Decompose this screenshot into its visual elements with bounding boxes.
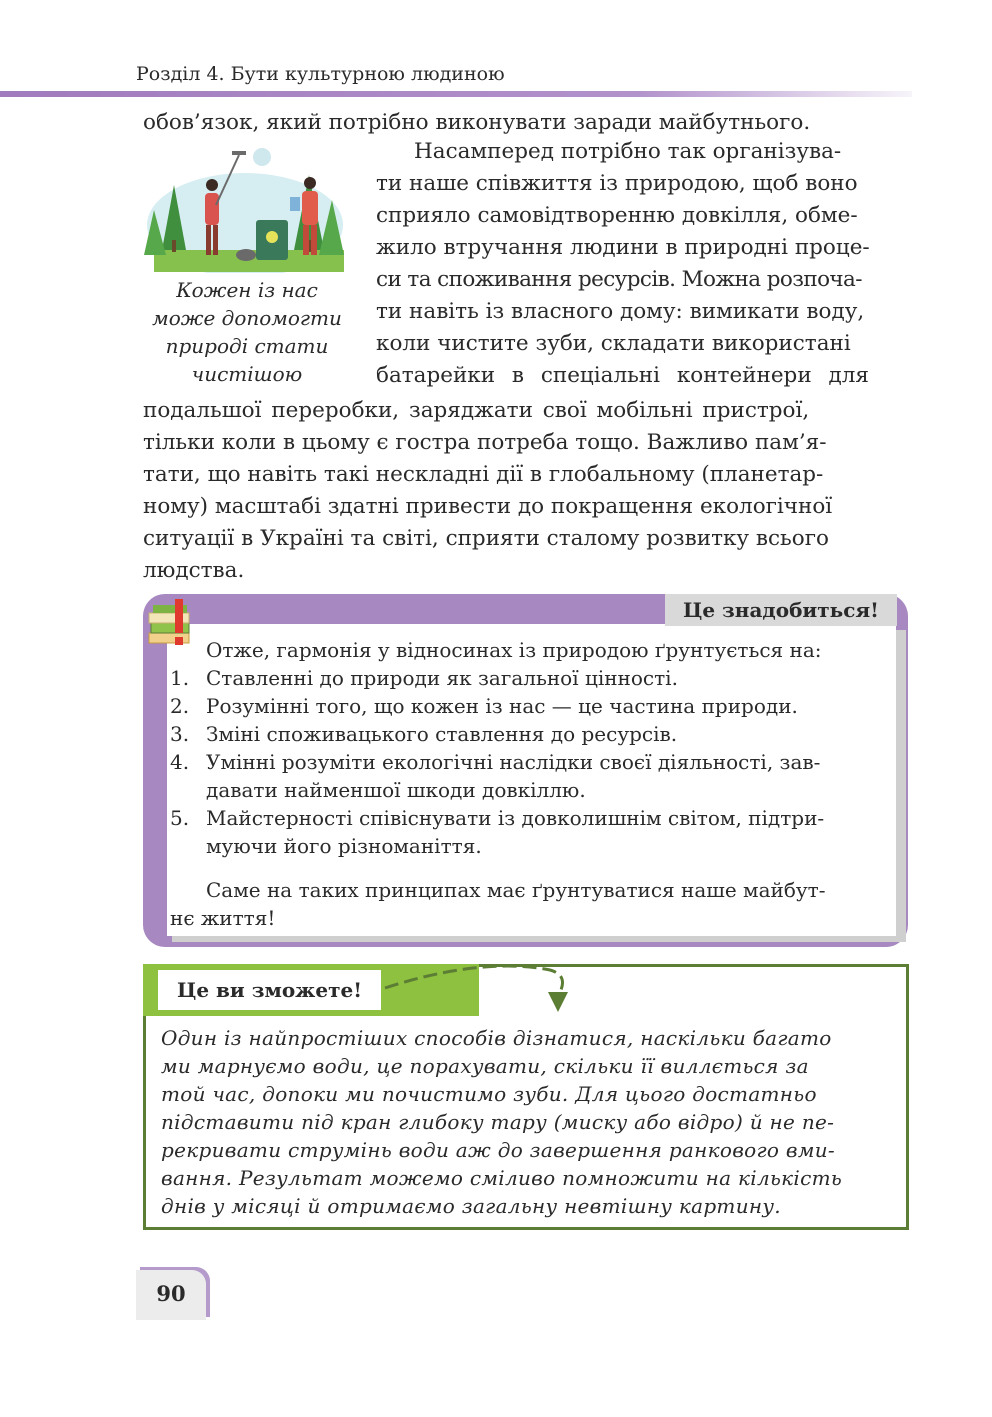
- list-item: 4. Умінні розуміти екологічні наслідки своєї діяльності, зав-: [170, 750, 821, 774]
- text-line: коли чистите зуби, складати використані: [376, 331, 851, 356]
- caption-line: природі стати: [165, 334, 329, 358]
- paragraph-wrap: [376, 139, 908, 395]
- text-line: вання. Результат можемо сміливо помножити на кількість: [161, 1166, 843, 1190]
- text-line: ти наше співжиття із природою, щоб воно: [376, 171, 858, 196]
- text-line: тільки коли в цьому є гостра потреба тощо. Важливо пам’я-: [143, 430, 827, 455]
- text-line: батарейки в спеціальні контейнери для: [376, 363, 869, 388]
- info-box-tag: Це знадобиться!: [665, 594, 897, 626]
- text-line: підставити під кран глибоку тару (миску або відро) й не пе-: [161, 1110, 835, 1134]
- caption-line: чистішою: [191, 362, 303, 386]
- text-line: Насамперед потрібно так організува-: [414, 139, 842, 164]
- text-line: той час, допоки ми почистимо зуби. Для цього достатньо: [161, 1082, 817, 1106]
- list-item: 5. Майстерності співіснувати із довколишнім світом, підтри-: [170, 806, 825, 830]
- chapter-header: Розділ 4. Бути культурною людиною: [136, 63, 505, 85]
- list-item: 1. Ставленні до природи як загальної цінності.: [170, 666, 678, 690]
- list-item: 2. Розумінні того, що кожен із нас — це частина природи.: [170, 694, 798, 718]
- task-box-text: [161, 1024, 887, 1220]
- text-line: сприяло самовідтворенню довкілля, обме-: [376, 203, 858, 228]
- text-line: обов’язок, який потрібно виконувати заради майбутнього.: [143, 110, 811, 135]
- text-line: си та споживання ресурсів. Можна розпоча-: [376, 267, 862, 292]
- list-item: 3. Зміні споживацького ставлення до ресурсів.: [170, 722, 678, 746]
- text-line: ти навіть із власного дому: вимикати воду,: [376, 299, 865, 324]
- paragraph-full: [143, 395, 908, 587]
- info-intro: Отже, гармонія у відносинах із природою ґрунтується на:: [206, 638, 822, 662]
- caption-line: Кожен із нас: [176, 278, 318, 302]
- text-line: ми марнуємо води, це порахувати, скільки її виллється за: [161, 1054, 809, 1078]
- text-line: ситуації в Україні та світі, сприяти сталому розвитку всього: [143, 526, 829, 551]
- text-line: тати, що навіть такі нескладні дії в глобальному (планетар-: [143, 462, 824, 487]
- task-box-tag: Це ви зможете!: [158, 970, 381, 1010]
- text-line: подальшої переробки, заряджати свої мобільні пристрої,: [143, 398, 810, 423]
- caption-line: може допомогти: [152, 306, 342, 330]
- exclamation-icon: [175, 599, 183, 633]
- text-line: рекривати струмінь води аж до завершення ранкового вми-: [161, 1138, 835, 1162]
- dashed-arrow-icon: [380, 960, 580, 1020]
- paragraph-top: [143, 107, 908, 139]
- text-line: днів у місяці й отримаємо загальну невтішну картину.: [161, 1194, 781, 1218]
- text-line: жило втручання людини в природні проце-: [376, 235, 870, 260]
- info-outro: нє життя!: [170, 906, 276, 930]
- list-item-continued: давати найменшої шкоди довкіллю.: [206, 778, 586, 802]
- info-box-text: [170, 636, 882, 932]
- header-divider: [0, 91, 912, 97]
- info-outro: Саме на таких принципах має ґрунтуватися наше майбут-: [206, 878, 826, 902]
- list-item-continued: муючи його різноманіття.: [206, 834, 482, 858]
- text-line: людства.: [143, 558, 245, 583]
- text-line: ному) масштабі здатні привести до покращення екологічної: [143, 494, 833, 519]
- text-line: Один із найпростіших способів дізнатися, наскільки багато: [161, 1026, 832, 1050]
- illustration-caption: [140, 276, 354, 388]
- nature-cleanup-illustration: [144, 145, 346, 273]
- page-number: 90: [156, 1281, 186, 1306]
